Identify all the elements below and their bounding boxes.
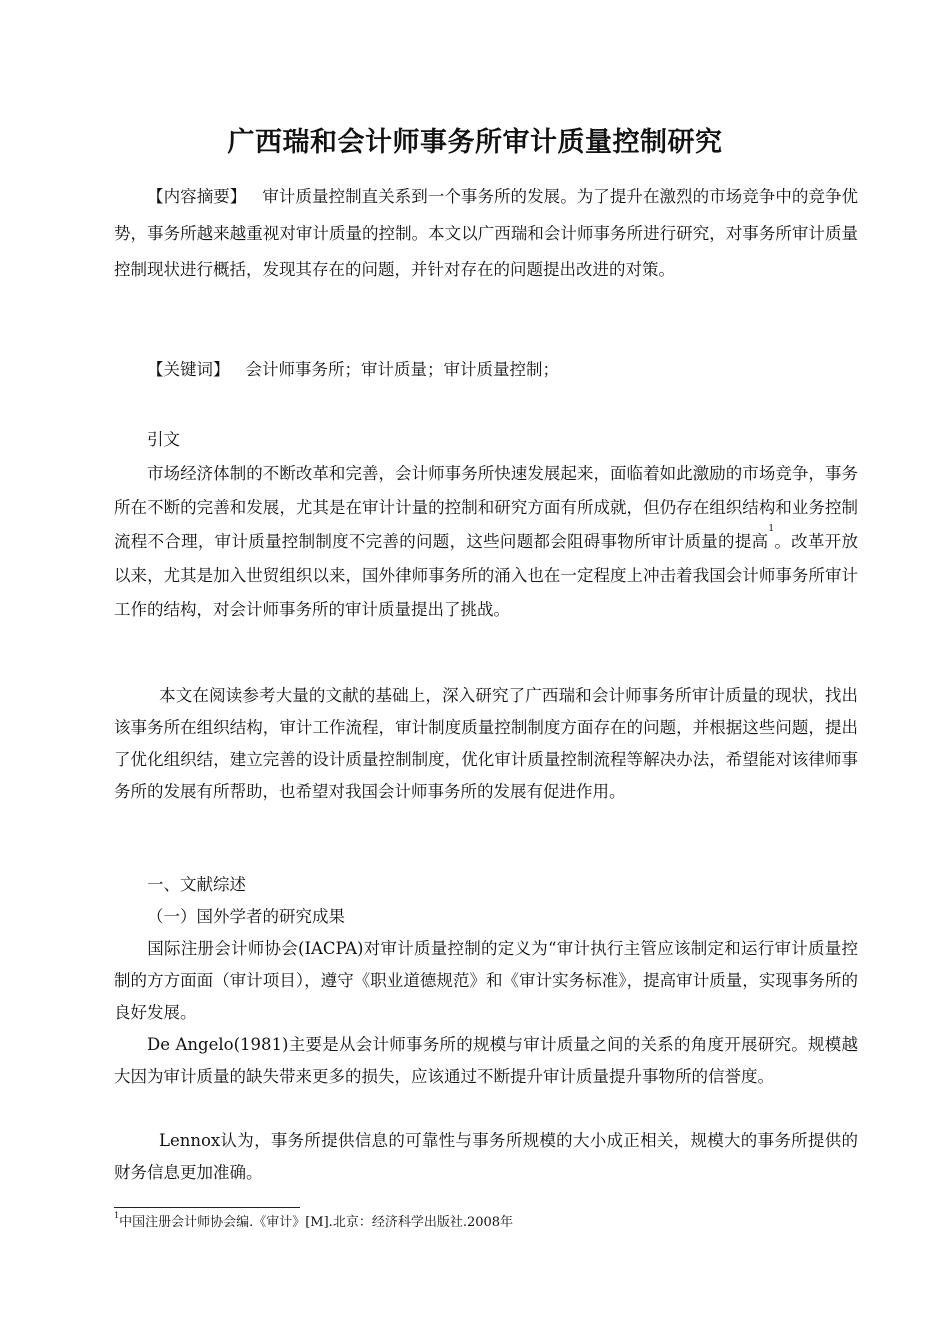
footnote-reference: 1	[768, 524, 775, 534]
footnote	[114, 1211, 513, 1230]
abstract-label: 【内容摘要】	[147, 187, 247, 206]
footnote-mark: 1	[114, 1211, 120, 1220]
intro-paragraph-1	[114, 457, 858, 627]
document-title: 广西瑞和会计师事务所审计质量控制研究	[227, 127, 723, 158]
abstract-paragraph	[114, 179, 858, 289]
keywords-paragraph	[114, 352, 858, 389]
abstract-text: 审计质量控制直关系到一个事务所的发展。为了提升在激烈的市场竞争中的竞争优势，事务所越来越重视对审计质量的控制。本文以广西瑞和会计师事务所进行研究，对事务所审计质量控制现状进行概括，发现其存在的问题，并针对存在的问题提出改进的对策。	[114, 187, 859, 279]
paragraph-deangelo: De Angelo(1981)主要是从会计师事务所的规模与审计质量之间的关系的角度开展研究。规模越大因为审计质量的缺失带来更多的损失，应该通过不断提升审计质量提升事物所的信誉度。	[114, 1035, 858, 1086]
keywords-label: 【关键词】	[147, 360, 230, 379]
subsection-heading-foreign-research: （一）国外学者的研究成果	[147, 907, 345, 926]
section-heading-literature-review: 一、文献综述	[147, 875, 246, 894]
keywords-text: 会计师事务所；审计质量；审计质量控制；	[245, 360, 559, 379]
paragraph-lennox: Lennox认为，事务所提供信息的可靠性与事务所规模的大小成正相关，规模大的事务所提供的财务信息更加准确。	[114, 1131, 858, 1182]
paragraph-iacpa: 国际注册会计师协会(IACPA)对审计质量控制的定义为“审计执行主管应该制定和运行审计质量控制的方方面面（审计项目），遵守《职业道德规范》和《审计实务标准》，提高审计质量，实现事务所的良好发展。	[114, 939, 858, 1022]
footnote-text: 中国注册会计师协会编.《审计》[M].北京：经济科学出版社.2008年	[119, 1215, 514, 1230]
intro-text-part2: 。改革开放以来，尤其是加入世贸组织以来，国外律师事务所的涌入也在一定程度上冲击着我国会计师事务所审计工作的结构，对会计师事务所的审计质量提出了挑战。	[114, 532, 859, 619]
intro-text-part1: 市场经济体制的不断改革和完善，会计师事务所快速发展起来，面临着如此激励的市场竞争，事务所在不断的完善和发展，尤其是在审计计量的控制和研究方面有所成就，但仍存在组织结构和业务控制流程不合理，审计质量控制制度不完善的问题，这些问题都会阻碍事物所审计质量的提高	[114, 464, 858, 551]
footnote-separator	[114, 1207, 300, 1208]
intro-paragraph-2: 本文在阅读参考大量的文献的基础上，深入研究了广西瑞和会计师事务所审计质量的现状，找出该事务所在组织结构，审计工作流程，审计制度质量控制制度方面存在的问题，并根据这些问题，提出了优化组织结，建立完善的设计质量控制制度，优化审计质量控制流程等解决办法，希望能对该律师事务所的发展有所帮助，也希望对我国会计师事务所的发展有促进作用。	[114, 686, 858, 801]
intro-heading: 引文	[147, 430, 180, 449]
